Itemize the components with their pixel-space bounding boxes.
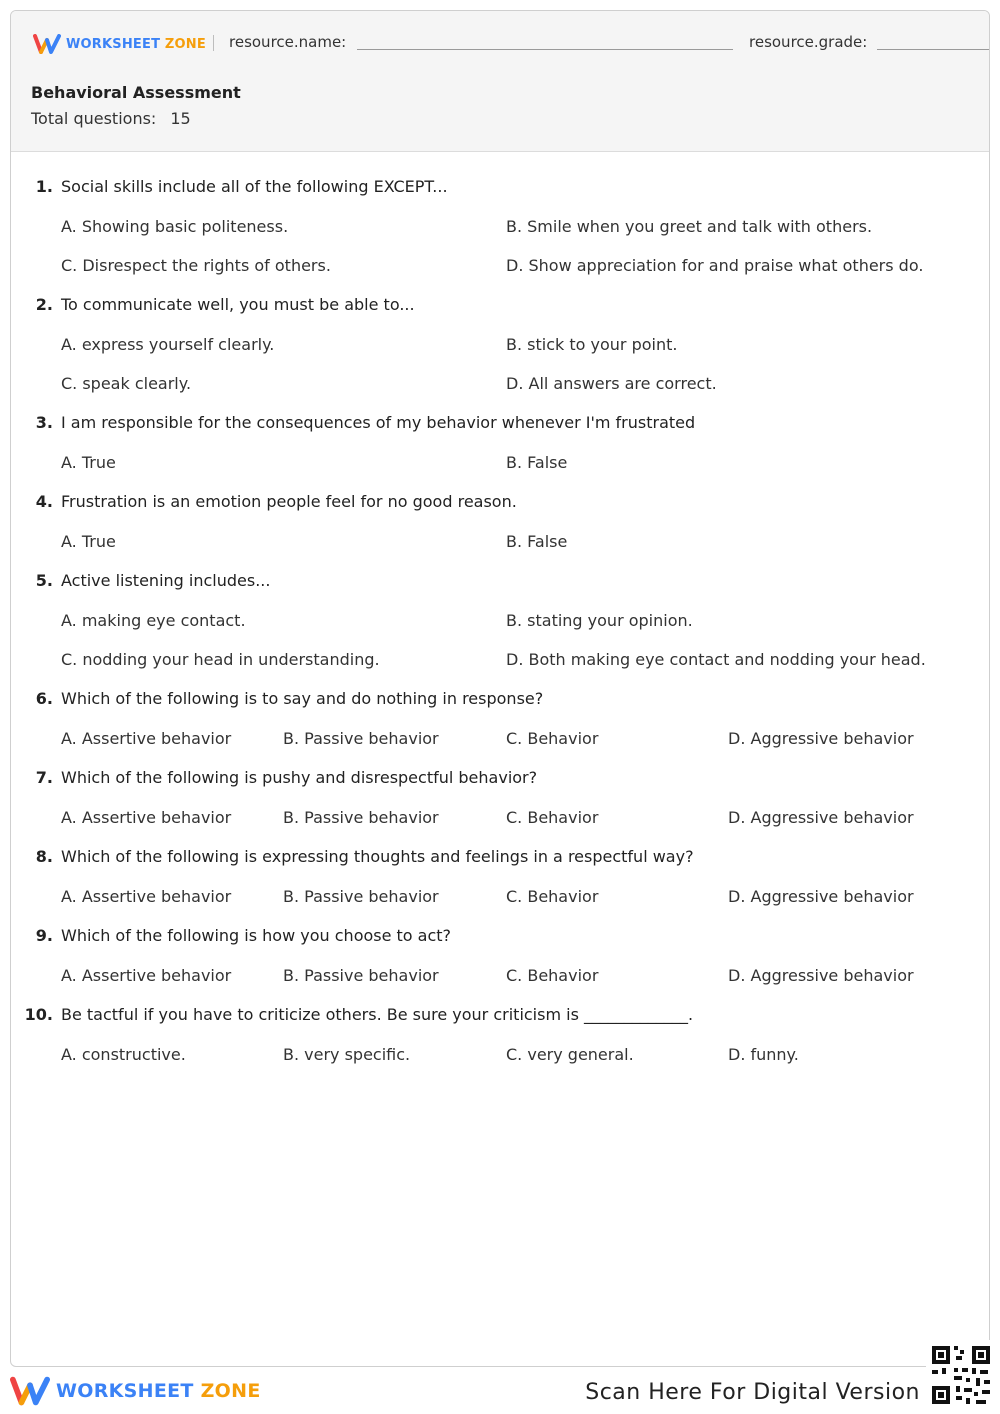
answer-option[interactable]: D. funny. <box>728 1045 799 1064</box>
option-row <box>61 217 989 239</box>
answer-option[interactable]: C. speak clearly. <box>61 374 192 393</box>
question-item <box>11 1005 989 1067</box>
option-row <box>61 611 989 633</box>
answer-options <box>61 887 989 909</box>
worksheet-header <box>11 11 989 152</box>
answer-option[interactable]: A. making eye contact. <box>61 611 246 630</box>
answer-options <box>61 453 989 475</box>
resource-grade-label: resource.grade: <box>749 33 868 51</box>
answer-option[interactable]: C. very general. <box>506 1045 634 1064</box>
answer-option[interactable]: A. True <box>61 532 116 551</box>
qr-code-icon[interactable] <box>926 1340 996 1410</box>
answer-option[interactable]: B. Passive behavior <box>283 966 439 985</box>
option-row <box>61 1045 989 1067</box>
page-footer <box>0 1366 1000 1414</box>
question-text: Which of the following is pushy and disrespectful behavior? <box>61 768 538 787</box>
answer-option[interactable]: C. nodding your head in understanding. <box>61 650 380 669</box>
worksheet-zone-logo[interactable] <box>33 33 206 55</box>
question-line <box>11 689 989 711</box>
answer-option[interactable]: D. Aggressive behavior <box>728 729 914 748</box>
answer-option[interactable]: B. Passive behavior <box>283 887 439 906</box>
question-number: 6. <box>35 689 53 708</box>
answer-option[interactable]: C. Behavior <box>506 808 599 827</box>
answer-option[interactable]: B. False <box>506 532 568 551</box>
option-row <box>61 966 989 988</box>
question-item <box>11 689 989 751</box>
question-text: I am responsible for the consequences of my behavior whenever I'm frustrated <box>61 413 696 432</box>
answer-option[interactable]: D. Show appreciation for and praise what others do. <box>506 256 924 275</box>
footer-logo[interactable] <box>10 1376 261 1406</box>
answer-option[interactable]: A. True <box>61 453 116 472</box>
question-number: 5. <box>35 571 53 590</box>
question-item <box>11 768 989 830</box>
footer-logo-word-worksheet: WORKSHEET <box>56 1380 194 1402</box>
question-text: Social skills include all of the following EXCEPT... <box>61 177 448 196</box>
answer-option[interactable]: D. Aggressive behavior <box>728 966 914 985</box>
question-number: 2. <box>35 295 53 314</box>
page-title: Behavioral Assessment <box>31 83 241 102</box>
question-item <box>11 571 989 672</box>
question-number: 9. <box>35 926 53 945</box>
answer-option[interactable]: A. Showing basic politeness. <box>61 217 289 236</box>
question-line <box>11 295 989 317</box>
question-number: 7. <box>35 768 53 787</box>
answer-options <box>61 611 989 672</box>
answer-options <box>61 532 989 554</box>
answer-option[interactable]: B. Passive behavior <box>283 729 439 748</box>
total-questions <box>31 109 191 128</box>
question-text: Be tactful if you have to criticize others. Be sure your criticism is _____________. <box>61 1005 694 1024</box>
w-logo-icon <box>10 1376 50 1406</box>
question-line <box>11 847 989 869</box>
answer-options <box>61 808 989 830</box>
total-questions-label: Total questions: <box>31 109 157 128</box>
logo-word-zone: ZONE <box>164 36 206 52</box>
option-row <box>61 887 989 909</box>
question-line <box>11 571 989 593</box>
question-text: Active listening includes... <box>61 571 271 590</box>
resource-name-label: resource.name: <box>229 33 347 51</box>
question-number: 4. <box>35 492 53 511</box>
answer-option[interactable]: D. All answers are correct. <box>506 374 717 393</box>
question-item <box>11 926 989 988</box>
question-text: Which of the following is to say and do nothing in response? <box>61 689 544 708</box>
question-item <box>11 177 989 278</box>
option-row <box>61 374 989 396</box>
answer-options <box>61 966 989 988</box>
answer-option[interactable]: B. Smile when you greet and talk with others. <box>506 217 873 236</box>
answer-option[interactable]: B. False <box>506 453 568 472</box>
header-divider <box>213 35 214 51</box>
question-number: 10. <box>24 1005 53 1024</box>
question-number: 3. <box>35 413 53 432</box>
question-text: Which of the following is how you choose to act? <box>61 926 452 945</box>
question-item <box>11 492 989 554</box>
answer-options <box>61 335 989 396</box>
question-item <box>11 295 989 396</box>
answer-option[interactable]: B. stick to your point. <box>506 335 678 354</box>
question-item <box>11 413 989 475</box>
answer-option[interactable]: C. Disrespect the rights of others. <box>61 256 331 275</box>
option-row <box>61 453 989 475</box>
resource-name-blank[interactable] <box>357 49 733 50</box>
logo-word-worksheet: WORKSHEET <box>66 36 161 52</box>
answer-option[interactable]: A. Assertive behavior <box>61 729 232 748</box>
option-row <box>61 729 989 751</box>
answer-option[interactable]: D. Both making eye contact and nodding your head. <box>506 650 926 669</box>
option-row <box>61 650 989 672</box>
question-line <box>11 413 989 435</box>
answer-option[interactable]: C. Behavior <box>506 729 599 748</box>
footer-logo-text <box>56 1380 261 1402</box>
answer-option[interactable]: B. stating your opinion. <box>506 611 693 630</box>
answer-option[interactable]: C. Behavior <box>506 887 599 906</box>
answer-option[interactable]: A. constructive. <box>61 1045 186 1064</box>
question-line <box>11 768 989 790</box>
question-text: To communicate well, you must be able to... <box>61 295 415 314</box>
question-number: 1. <box>35 177 53 196</box>
answer-option[interactable]: D. Aggressive behavior <box>728 808 914 827</box>
question-list <box>11 177 989 1084</box>
w-logo-icon <box>33 34 61 54</box>
answer-options <box>61 217 989 278</box>
answer-option[interactable]: C. Behavior <box>506 966 599 985</box>
question-text: Frustration is an emotion people feel for no good reason. <box>61 492 517 511</box>
option-row <box>61 808 989 830</box>
answer-option[interactable]: D. Aggressive behavior <box>728 887 914 906</box>
scan-caption: Scan Here For Digital Version <box>585 1380 920 1405</box>
question-line <box>11 177 989 199</box>
answer-option[interactable]: A. express yourself clearly. <box>61 335 275 354</box>
option-row <box>61 256 989 278</box>
option-row <box>61 335 989 357</box>
answer-option[interactable]: A. Assertive behavior <box>61 887 232 906</box>
question-text: Which of the following is expressing thoughts and feelings in a respectful way? <box>61 847 694 866</box>
answer-option[interactable]: B. very specific. <box>283 1045 411 1064</box>
answer-option[interactable]: B. Passive behavior <box>283 808 439 827</box>
answer-options <box>61 1045 989 1067</box>
resource-grade-blank[interactable] <box>877 49 989 50</box>
logo-text <box>66 37 206 52</box>
answer-option[interactable]: A. Assertive behavior <box>61 808 232 827</box>
answer-options <box>61 729 989 751</box>
worksheet-page <box>10 10 990 1367</box>
footer-logo-word-zone: ZONE <box>200 1380 261 1402</box>
question-line <box>11 492 989 514</box>
question-line <box>11 1005 989 1027</box>
question-line <box>11 926 989 948</box>
question-item <box>11 847 989 909</box>
answer-option[interactable]: A. Assertive behavior <box>61 966 232 985</box>
question-number: 8. <box>35 847 53 866</box>
option-row <box>61 532 989 554</box>
total-questions-value: 15 <box>170 109 191 128</box>
